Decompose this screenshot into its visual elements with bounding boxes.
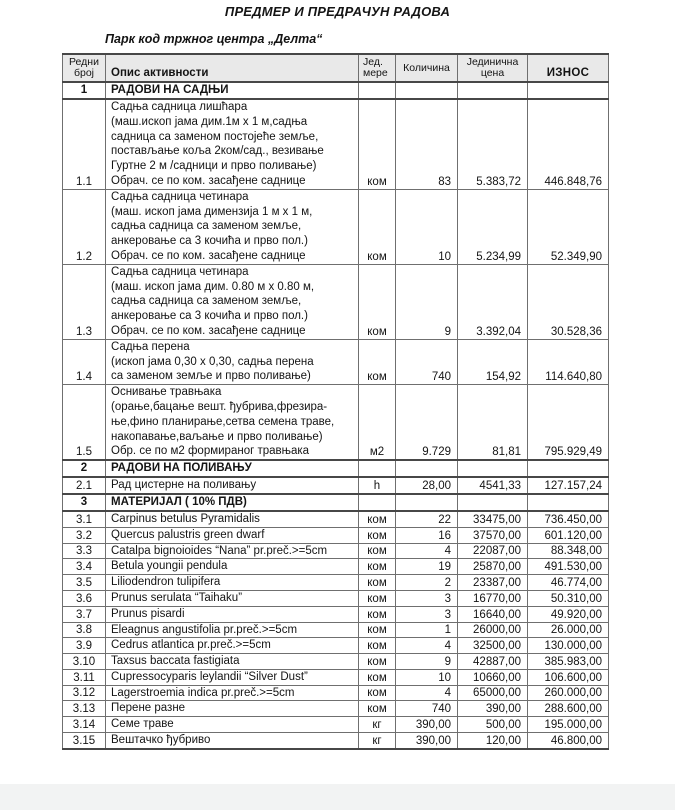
unit-cell: ком — [359, 701, 396, 717]
unit-price-cell: 81,81 — [458, 385, 528, 460]
header-quantity: Количина — [396, 54, 458, 82]
item-row — [63, 590, 609, 606]
unit-price-cell: 154,92 — [458, 339, 528, 384]
description-line: Садња перена — [111, 340, 190, 353]
unit-cell: ком — [359, 606, 396, 622]
item-row — [63, 559, 609, 575]
item-row — [63, 654, 609, 670]
item-row — [63, 733, 609, 749]
description-line: Оснивање травњака — [111, 386, 222, 399]
description-line: Prunus serulata “Taihaku” — [111, 591, 243, 604]
quantity-cell: 9 — [396, 654, 458, 670]
header-unit-price — [458, 54, 528, 82]
row-number-cell: 1.4 — [63, 339, 106, 384]
amount-cell: 49.920,00 — [528, 606, 609, 622]
unit-price-cell: 3.392,04 — [458, 264, 528, 339]
item-row — [63, 339, 609, 384]
unit-price-cell: 25870,00 — [458, 559, 528, 575]
amount-cell: 736.450,00 — [528, 511, 609, 527]
quantity-cell: 22 — [396, 511, 458, 527]
row-number-cell: 3.12 — [63, 685, 106, 701]
unit-cell: ком — [359, 527, 396, 543]
description-line: Betula youngii pendula — [111, 560, 228, 573]
description-line: Вештачко ђубриво — [111, 734, 211, 747]
description-line: МАТЕРИЈАЛ ( 10% ПДВ) — [111, 496, 247, 509]
unit-price-cell — [458, 460, 528, 477]
quantity-cell: 740 — [396, 339, 458, 384]
description-cell — [106, 654, 359, 670]
unit-cell: ком — [359, 543, 396, 559]
unit-price-cell: 42887,00 — [458, 654, 528, 670]
unit-cell: м2 — [359, 385, 396, 460]
description-cell — [106, 527, 359, 543]
description-cell — [106, 543, 359, 559]
unit-cell: кг — [359, 717, 396, 733]
description-line: Carpinus betulus Pyramidalis — [111, 512, 260, 525]
header-unit-line2: мере — [363, 67, 388, 79]
item-row — [63, 527, 609, 543]
table-body — [63, 82, 609, 749]
item-row — [63, 385, 609, 460]
unit-price-cell: 10660,00 — [458, 669, 528, 685]
description-cell — [106, 494, 359, 511]
row-number-cell: 3.10 — [63, 654, 106, 670]
description-cell — [106, 339, 359, 384]
quantity-cell: 4 — [396, 685, 458, 701]
item-row — [63, 622, 609, 638]
unit-cell: ком — [359, 189, 396, 264]
quantity-cell: 19 — [396, 559, 458, 575]
unit-cell: ком — [359, 622, 396, 638]
amount-cell: 288.600,00 — [528, 701, 609, 717]
amount-cell: 46.774,00 — [528, 575, 609, 591]
unit-cell: ком — [359, 669, 396, 685]
document-subtitle: Парк код тржног центра „Делта“ — [105, 32, 323, 46]
header-ordinal-number — [63, 54, 106, 82]
description-line: Обрач. се по ком. засађене саднице — [111, 324, 306, 337]
description-cell — [106, 460, 359, 477]
row-number-cell: 3.8 — [63, 622, 106, 638]
item-row — [63, 717, 609, 733]
description-cell — [106, 264, 359, 339]
quantity-cell — [396, 460, 458, 477]
unit-price-cell: 5.234,99 — [458, 189, 528, 264]
amount-cell: 46.800,00 — [528, 733, 609, 749]
amount-cell: 446.848,76 — [528, 99, 609, 189]
description-line: Перене разне — [111, 702, 186, 715]
row-number-cell: 1.1 — [63, 99, 106, 189]
description-line: Taxsus baccata fastigiata — [111, 655, 240, 668]
amount-cell: 601.120,00 — [528, 527, 609, 543]
description-cell — [106, 717, 359, 733]
amount-cell: 106.600,00 — [528, 669, 609, 685]
description-line: са заменом земље и прво поливање) — [111, 370, 311, 383]
row-number-cell: 3.13 — [63, 701, 106, 717]
description-line: Liliodendron tulipifera — [111, 576, 221, 589]
row-number-cell: 3.9 — [63, 638, 106, 654]
unit-price-cell: 16640,00 — [458, 606, 528, 622]
row-number-cell: 2 — [63, 460, 106, 477]
description-line: РАДОВИ НА ПОЛИВАЊУ — [111, 462, 252, 475]
unit-price-cell: 4541,33 — [458, 477, 528, 494]
cost-estimate-table — [62, 53, 609, 750]
description-line: Садња садница четинара — [111, 190, 249, 203]
header-ordinal-line1: Редни — [69, 56, 99, 68]
item-row — [63, 511, 609, 527]
description-cell — [106, 511, 359, 527]
description-cell — [106, 638, 359, 654]
description-cell — [106, 82, 359, 99]
unit-price-cell: 120,00 — [458, 733, 528, 749]
amount-cell — [528, 460, 609, 477]
description-line: (маш.ископ јама дим.1м х 1 м,садња — [111, 115, 308, 128]
quantity-cell: 3 — [396, 590, 458, 606]
item-row — [63, 669, 609, 685]
quantity-cell: 9.729 — [396, 385, 458, 460]
amount-cell: 260.000,00 — [528, 685, 609, 701]
unit-price-cell: 37570,00 — [458, 527, 528, 543]
description-line: Eleagnus angustifolia pr.preč.>=5cm — [111, 623, 298, 636]
header-activity-description: Опис активности — [106, 54, 359, 82]
quantity-cell: 16 — [396, 527, 458, 543]
unit-cell: ком — [359, 685, 396, 701]
unit-price-cell: 5.383,72 — [458, 99, 528, 189]
quantity-cell: 1 — [396, 622, 458, 638]
description-line: Cupressocyparis leylandii “Silver Dust” — [111, 670, 308, 683]
description-line: Гуртне 2 м /садници и прво поливање) — [111, 160, 317, 173]
description-cell — [106, 733, 359, 749]
description-cell — [106, 669, 359, 685]
unit-price-cell — [458, 82, 528, 99]
row-number-cell: 1.5 — [63, 385, 106, 460]
description-cell — [106, 606, 359, 622]
description-line: садница са заменом постојеће земље, — [111, 130, 319, 143]
quantity-cell: 2 — [396, 575, 458, 591]
document-title: ПРЕДМЕР И ПРЕДРАЧУН РАДОВА — [224, 4, 451, 19]
description-line: Catalpa bignoioides “Nana” pr.preč.>=5cm — [111, 544, 328, 557]
header-unit-of-measure — [359, 54, 396, 82]
amount-cell: 26.000,00 — [528, 622, 609, 638]
unit-cell: ком — [359, 575, 396, 591]
table-header-row — [63, 54, 609, 82]
unit-price-cell — [458, 494, 528, 511]
row-number-cell: 3.11 — [63, 669, 106, 685]
row-number-cell: 1.2 — [63, 189, 106, 264]
item-row — [63, 477, 609, 494]
item-row — [63, 638, 609, 654]
description-line: Cedrus atlantica pr.preč.>=5cm — [111, 639, 271, 652]
quantity-cell: 83 — [396, 99, 458, 189]
quantity-cell: 390,00 — [396, 717, 458, 733]
section-row — [63, 82, 609, 99]
amount-cell: 130.000,00 — [528, 638, 609, 654]
description-line: садња садница са заменом земље, — [111, 220, 302, 233]
unit-cell: ком — [359, 590, 396, 606]
quantity-cell: 10 — [396, 189, 458, 264]
item-row — [63, 685, 609, 701]
item-row — [63, 543, 609, 559]
unit-cell — [359, 82, 396, 99]
description-line: (маш. ископ јама димензија 1 м х 1 м, — [111, 205, 313, 218]
description-line: Обрач. се по ком. засађене саднице — [111, 174, 306, 187]
header-price-line2: цена — [480, 67, 505, 79]
row-number-cell: 3.5 — [63, 575, 106, 591]
description-cell — [106, 477, 359, 494]
amount-cell — [528, 494, 609, 511]
quantity-cell: 4 — [396, 543, 458, 559]
quantity-cell: 390,00 — [396, 733, 458, 749]
header-unit-line1: Јед. — [363, 56, 383, 68]
unit-cell — [359, 494, 396, 511]
description-cell — [106, 99, 359, 189]
amount-cell: 114.640,80 — [528, 339, 609, 384]
unit-cell: ком — [359, 638, 396, 654]
unit-price-cell: 500,00 — [458, 717, 528, 733]
section-row — [63, 494, 609, 511]
description-line: ње,фино планирање,сетва семена траве, — [111, 415, 335, 428]
description-line: (маш. ископ јама дим. 0.80 м х 0.80 м, — [111, 280, 315, 293]
quantity-cell — [396, 82, 458, 99]
description-cell — [106, 685, 359, 701]
amount-cell: 127.157,24 — [528, 477, 609, 494]
row-number-cell: 3 — [63, 494, 106, 511]
description-line: садња садница са заменом земље, — [111, 295, 302, 308]
description-cell — [106, 189, 359, 264]
unit-cell: ком — [359, 339, 396, 384]
unit-cell: ком — [359, 99, 396, 189]
description-line: анкеровање са 3 кочића и прво пол.) — [111, 235, 308, 248]
unit-cell: ком — [359, 511, 396, 527]
unit-cell: ком — [359, 264, 396, 339]
item-row — [63, 606, 609, 622]
page-bottom-edge — [0, 784, 675, 810]
row-number-cell: 3.7 — [63, 606, 106, 622]
quantity-cell: 3 — [396, 606, 458, 622]
amount-cell: 195.000,00 — [528, 717, 609, 733]
unit-price-cell: 16770,00 — [458, 590, 528, 606]
row-number-cell: 3.6 — [63, 590, 106, 606]
description-line: (орање,бацање вешт. ђубрива,фрезира- — [111, 400, 328, 413]
unit-cell: h — [359, 477, 396, 494]
quantity-cell: 9 — [396, 264, 458, 339]
amount-cell: 50.310,00 — [528, 590, 609, 606]
description-line: Обр. се по м2 формираног травњака — [111, 445, 310, 458]
unit-price-cell: 23387,00 — [458, 575, 528, 591]
row-number-cell: 3.2 — [63, 527, 106, 543]
description-cell — [106, 701, 359, 717]
row-number-cell: 2.1 — [63, 477, 106, 494]
item-row — [63, 701, 609, 717]
description-line: Рад цистерне на поливању — [111, 479, 257, 492]
amount-cell: 491.530,00 — [528, 559, 609, 575]
item-row — [63, 189, 609, 264]
quantity-cell: 28,00 — [396, 477, 458, 494]
description-cell — [106, 575, 359, 591]
description-line: Lagerstroemia indica pr.preč.>=5cm — [111, 686, 295, 699]
description-cell — [106, 559, 359, 575]
row-number-cell: 1.3 — [63, 264, 106, 339]
description-line: накопавање,ваљање и прво поливање) — [111, 430, 323, 443]
description-line: Quercus palustris green dwarf — [111, 528, 265, 541]
unit-cell: ком — [359, 654, 396, 670]
description-cell — [106, 590, 359, 606]
quantity-cell — [396, 494, 458, 511]
section-row — [63, 460, 609, 477]
description-line: Обрач. се по ком. засађене саднице — [111, 249, 306, 262]
header-amount: ИЗНОС — [528, 54, 609, 82]
description-line: РАДОВИ НА САДЊИ — [111, 84, 229, 97]
description-line: Садња садница четинара — [111, 265, 249, 278]
unit-price-cell: 390,00 — [458, 701, 528, 717]
row-number-cell: 3.3 — [63, 543, 106, 559]
description-line: постављање коља 2ком/сад., везивање — [111, 145, 324, 158]
amount-cell: 88.348,00 — [528, 543, 609, 559]
header-ordinal-line2: број — [73, 67, 95, 79]
description-line: Prunus pisardi — [111, 607, 185, 620]
row-number-cell: 3.14 — [63, 717, 106, 733]
unit-cell: ком — [359, 559, 396, 575]
description-line: анкеровање са 3 кочића и прво пол.) — [111, 310, 308, 323]
description-cell — [106, 622, 359, 638]
unit-price-cell: 65000,00 — [458, 685, 528, 701]
amount-cell: 52.349,90 — [528, 189, 609, 264]
item-row — [63, 264, 609, 339]
amount-cell: 795.929,49 — [528, 385, 609, 460]
unit-price-cell: 26000,00 — [458, 622, 528, 638]
item-row — [63, 99, 609, 189]
unit-cell — [359, 460, 396, 477]
quantity-cell: 4 — [396, 638, 458, 654]
quantity-cell: 740 — [396, 701, 458, 717]
amount-cell: 385.983,00 — [528, 654, 609, 670]
description-cell — [106, 385, 359, 460]
quantity-cell: 10 — [396, 669, 458, 685]
unit-price-cell: 22087,00 — [458, 543, 528, 559]
description-line: Семе траве — [111, 718, 174, 731]
row-number-cell: 3.15 — [63, 733, 106, 749]
unit-price-cell: 33475,00 — [458, 511, 528, 527]
description-line: (ископ јама 0,30 х 0,30, садња перена — [111, 355, 314, 368]
header-price-line1: Јединична — [466, 56, 519, 68]
description-line: Садња садница лишћара — [111, 101, 248, 113]
unit-cell: кг — [359, 733, 396, 749]
row-number-cell: 3.4 — [63, 559, 106, 575]
amount-cell — [528, 82, 609, 99]
item-row — [63, 575, 609, 591]
row-number-cell: 3.1 — [63, 511, 106, 527]
row-number-cell: 1 — [63, 82, 106, 99]
amount-cell: 30.528,36 — [528, 264, 609, 339]
unit-price-cell: 32500,00 — [458, 638, 528, 654]
